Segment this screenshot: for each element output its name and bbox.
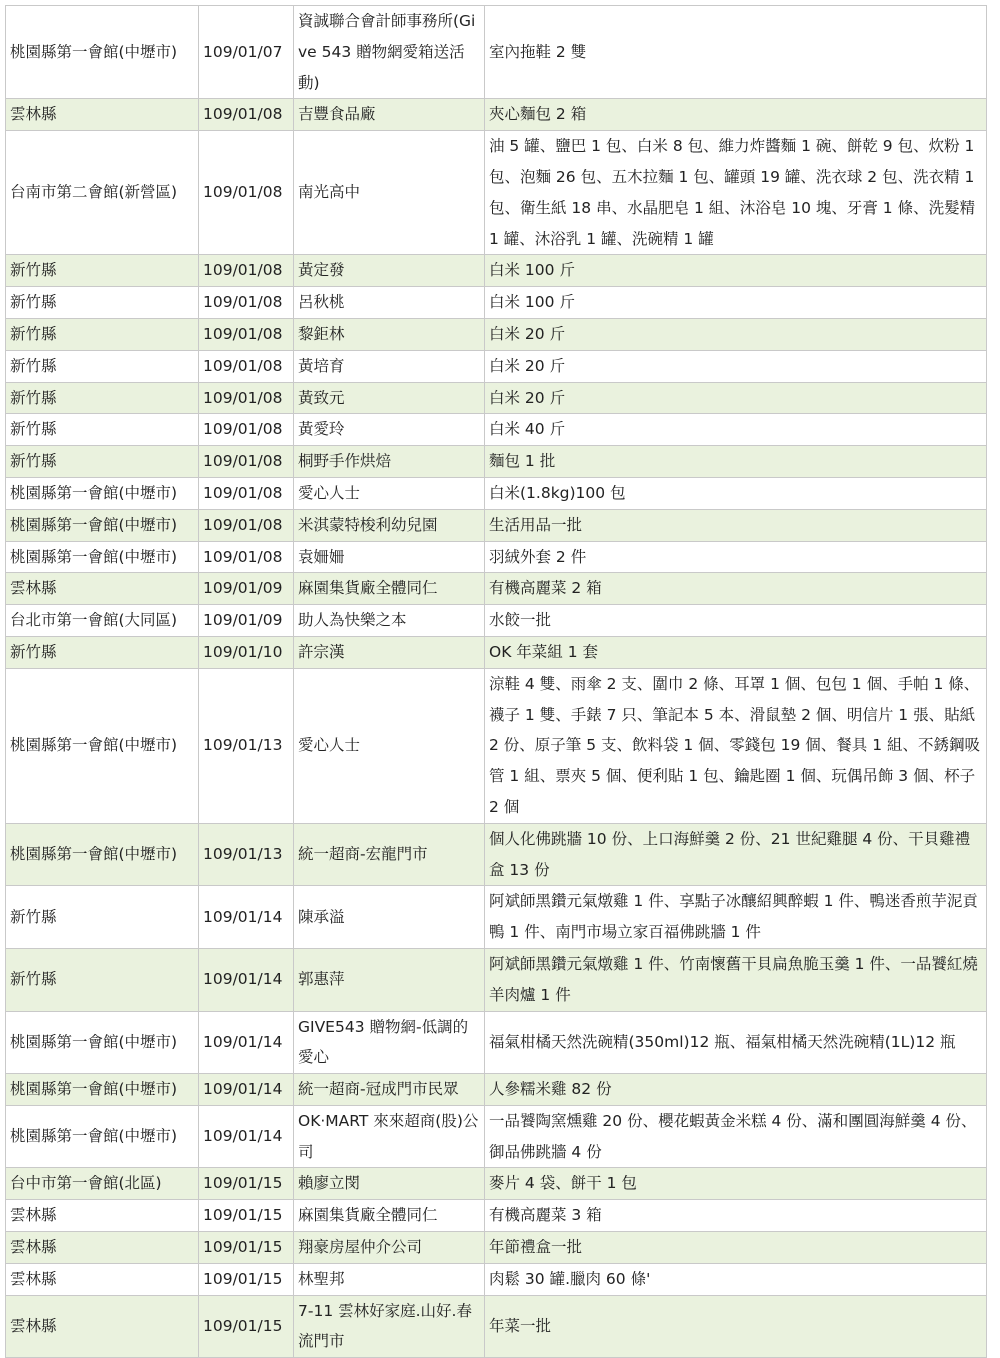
- items-cell: 個人化佛跳牆 10 份、上口海鮮羹 2 份、21 世紀雞腿 4 份、干貝雞禮盒 13 份: [485, 823, 987, 886]
- items-cell: 白米 100 斤: [485, 255, 987, 287]
- items-cell: 油 5 罐、鹽巴 1 包、白米 8 包、維力炸醬麵 1 碗、餅乾 9 包、炊粉 1 包、泡麵 26 包、五木拉麵 1 包、罐頭 19 罐、洗衣球 2 包、洗衣精 1 包、衛生紙 18 串、水晶肥皂 1 組、沐浴皂 10 塊、牙膏 1 條、洗髮精 1 罐、沐浴乳 1 罐、洗碗精 1 罐: [485, 131, 987, 255]
- table-row: [6, 414, 987, 446]
- table-row: [6, 1011, 987, 1074]
- date-cell: 109/01/13: [199, 823, 294, 886]
- date-cell: 109/01/08: [199, 131, 294, 255]
- date-cell: 109/01/15: [199, 1232, 294, 1264]
- date-cell: 109/01/14: [199, 886, 294, 949]
- items-cell: 生活用品一批: [485, 509, 987, 541]
- donor-cell: 7-11 雲林好家庭.山好.春流門市: [294, 1295, 485, 1358]
- table-row: [6, 131, 987, 255]
- donor-cell: 吉豐食品廠: [294, 99, 485, 131]
- donor-cell: 愛心人士: [294, 668, 485, 823]
- items-cell: 羽絨外套 2 件: [485, 541, 987, 573]
- branch-cell: 台南市第二會館(新營區): [6, 131, 199, 255]
- items-cell: 肉鬆 30 罐.臘肉 60 條': [485, 1263, 987, 1295]
- date-cell: 109/01/08: [199, 99, 294, 131]
- table-row: [6, 605, 987, 637]
- donor-cell: 南光高中: [294, 131, 485, 255]
- table-row: [6, 6, 987, 99]
- donor-cell: 翔豪房屋仲介公司: [294, 1232, 485, 1264]
- branch-cell: 桃園縣第一會館(中壢市): [6, 509, 199, 541]
- date-cell: 109/01/08: [199, 446, 294, 478]
- items-cell: 阿斌師黑鑽元氣燉雞 1 件、享點子冰釀紹興醉蝦 1 件、鴨迷香煎芋泥貢鴨 1 件、南門市場立家百福佛跳牆 1 件: [485, 886, 987, 949]
- date-cell: 109/01/15: [199, 1263, 294, 1295]
- date-cell: 109/01/08: [199, 541, 294, 573]
- donor-cell: 陳承溢: [294, 886, 485, 949]
- branch-cell: 雲林縣: [6, 1295, 199, 1358]
- donor-cell: 袁姍姍: [294, 541, 485, 573]
- date-cell: 109/01/14: [199, 1105, 294, 1168]
- donor-cell: 桐野手作烘焙: [294, 446, 485, 478]
- date-cell: 109/01/08: [199, 255, 294, 287]
- branch-cell: 新竹縣: [6, 350, 199, 382]
- branch-cell: 新竹縣: [6, 446, 199, 478]
- branch-cell: 桃園縣第一會館(中壢市): [6, 823, 199, 886]
- date-cell: 109/01/07: [199, 6, 294, 99]
- items-cell: 涼鞋 4 雙、雨傘 2 支、圍巾 2 條、耳罩 1 個、包包 1 個、手帕 1 條、襪子 1 雙、手錶 7 只、筆記本 5 本、滑鼠墊 2 個、明信片 1 張、貼紙 2 份、原子筆 5 支、飲料袋 1 個、零錢包 19 個、餐具 1 組、不銹鋼吸管 1 組、票夾 5 個、便利貼 1 包、鑰匙圈 1 個、玩偶吊飾 3 個、杯子 2 個: [485, 668, 987, 823]
- donor-cell: 助人為快樂之本: [294, 605, 485, 637]
- date-cell: 109/01/10: [199, 636, 294, 668]
- date-cell: 109/01/09: [199, 605, 294, 637]
- branch-cell: 桃園縣第一會館(中壢市): [6, 1011, 199, 1074]
- table-row: [6, 446, 987, 478]
- branch-cell: 桃園縣第一會館(中壢市): [6, 668, 199, 823]
- table-row: [6, 1295, 987, 1358]
- table-row: [6, 477, 987, 509]
- table-row: [6, 1263, 987, 1295]
- donor-cell: 黎鉅林: [294, 318, 485, 350]
- branch-cell: 新竹縣: [6, 636, 199, 668]
- items-cell: 夾心麵包 2 箱: [485, 99, 987, 131]
- donor-cell: 呂秋桃: [294, 287, 485, 319]
- branch-cell: 桃園縣第一會館(中壢市): [6, 1105, 199, 1168]
- items-cell: 白米 40 斤: [485, 414, 987, 446]
- donor-cell: 郭惠萍: [294, 948, 485, 1011]
- branch-cell: 雲林縣: [6, 573, 199, 605]
- donor-cell: 黃愛玲: [294, 414, 485, 446]
- items-cell: 白米 20 斤: [485, 318, 987, 350]
- donation-table: [5, 5, 987, 1358]
- table-row: [6, 573, 987, 605]
- items-cell: 人參糯米雞 82 份: [485, 1074, 987, 1106]
- items-cell: 室內拖鞋 2 雙: [485, 6, 987, 99]
- items-cell: 一品饕陶窯燻雞 20 份、櫻花蝦黃金米糕 4 份、滿和團圓海鮮羹 4 份、御品佛跳牆 4 份: [485, 1105, 987, 1168]
- table-row: [6, 1074, 987, 1106]
- donor-cell: 資誠聯合會計師事務所(Give 543 贈物網愛箱送活動): [294, 6, 485, 99]
- branch-cell: 雲林縣: [6, 1263, 199, 1295]
- table-row: [6, 541, 987, 573]
- items-cell: 麥片 4 袋、餅干 1 包: [485, 1168, 987, 1200]
- donor-cell: 賴廖立閔: [294, 1168, 485, 1200]
- table-row: [6, 318, 987, 350]
- date-cell: 109/01/14: [199, 1011, 294, 1074]
- donor-cell: OK·MART 來來超商(股)公司: [294, 1105, 485, 1168]
- table-row: [6, 668, 987, 823]
- donor-cell: 麻園集貨廠全體同仁: [294, 1200, 485, 1232]
- donor-cell: 統一超商-宏龍門市: [294, 823, 485, 886]
- table-row: [6, 350, 987, 382]
- date-cell: 109/01/09: [199, 573, 294, 605]
- table-row: [6, 1105, 987, 1168]
- donor-cell: 愛心人士: [294, 477, 485, 509]
- donor-cell: GIVE543 贈物網-低調的愛心: [294, 1011, 485, 1074]
- branch-cell: 桃園縣第一會館(中壢市): [6, 541, 199, 573]
- date-cell: 109/01/14: [199, 948, 294, 1011]
- date-cell: 109/01/13: [199, 668, 294, 823]
- branch-cell: 新竹縣: [6, 287, 199, 319]
- donor-cell: 許宗漢: [294, 636, 485, 668]
- table-row: [6, 886, 987, 949]
- table-row: [6, 287, 987, 319]
- date-cell: 109/01/08: [199, 287, 294, 319]
- table-row: [6, 382, 987, 414]
- date-cell: 109/01/08: [199, 509, 294, 541]
- branch-cell: 新竹縣: [6, 255, 199, 287]
- donor-cell: 麻園集貨廠全體同仁: [294, 573, 485, 605]
- items-cell: 年菜一批: [485, 1295, 987, 1358]
- items-cell: 白米 100 斤: [485, 287, 987, 319]
- date-cell: 109/01/14: [199, 1074, 294, 1106]
- branch-cell: 台中市第一會館(北區): [6, 1168, 199, 1200]
- items-cell: 福氣柑橘天然洗碗精(350ml)12 瓶、福氣柑橘天然洗碗精(1L)12 瓶: [485, 1011, 987, 1074]
- date-cell: 109/01/08: [199, 477, 294, 509]
- items-cell: 麵包 1 批: [485, 446, 987, 478]
- branch-cell: 新竹縣: [6, 382, 199, 414]
- table-row: [6, 255, 987, 287]
- table-row: [6, 636, 987, 668]
- table-row: [6, 509, 987, 541]
- branch-cell: 雲林縣: [6, 1200, 199, 1232]
- items-cell: 白米 20 斤: [485, 350, 987, 382]
- items-cell: 阿斌師黑鑽元氣燉雞 1 件、竹南懷舊干貝扁魚脆玉羹 1 件、一品饕紅燒羊肉爐 1 件: [485, 948, 987, 1011]
- branch-cell: 雲林縣: [6, 1232, 199, 1264]
- date-cell: 109/01/08: [199, 350, 294, 382]
- donor-cell: 黃定發: [294, 255, 485, 287]
- donation-table-body: [6, 6, 987, 1358]
- branch-cell: 雲林縣: [6, 99, 199, 131]
- items-cell: 水餃一批: [485, 605, 987, 637]
- donor-cell: 統一超商-冠成門市民眾: [294, 1074, 485, 1106]
- date-cell: 109/01/15: [199, 1168, 294, 1200]
- date-cell: 109/01/08: [199, 414, 294, 446]
- date-cell: 109/01/08: [199, 318, 294, 350]
- branch-cell: 桃園縣第一會館(中壢市): [6, 6, 199, 99]
- table-row: [6, 1232, 987, 1264]
- branch-cell: 台北市第一會館(大同區): [6, 605, 199, 637]
- table-row: [6, 948, 987, 1011]
- donor-cell: 黃致元: [294, 382, 485, 414]
- branch-cell: 新竹縣: [6, 948, 199, 1011]
- donor-cell: 米淇蒙特梭利幼兒園: [294, 509, 485, 541]
- branch-cell: 新竹縣: [6, 886, 199, 949]
- branch-cell: 新竹縣: [6, 414, 199, 446]
- branch-cell: 桃園縣第一會館(中壢市): [6, 477, 199, 509]
- items-cell: 有機高麗菜 2 箱: [485, 573, 987, 605]
- branch-cell: 桃園縣第一會館(中壢市): [6, 1074, 199, 1106]
- branch-cell: 新竹縣: [6, 318, 199, 350]
- table-row: [6, 99, 987, 131]
- table-row: [6, 1200, 987, 1232]
- table-row: [6, 1168, 987, 1200]
- items-cell: 年節禮盒一批: [485, 1232, 987, 1264]
- items-cell: 有機高麗菜 3 箱: [485, 1200, 987, 1232]
- date-cell: 109/01/08: [199, 382, 294, 414]
- donor-cell: 黃培育: [294, 350, 485, 382]
- items-cell: 白米 20 斤: [485, 382, 987, 414]
- items-cell: OK 年菜組 1 套: [485, 636, 987, 668]
- table-row: [6, 823, 987, 886]
- date-cell: 109/01/15: [199, 1200, 294, 1232]
- items-cell: 白米(1.8kg)100 包: [485, 477, 987, 509]
- donor-cell: 林聖邦: [294, 1263, 485, 1295]
- date-cell: 109/01/15: [199, 1295, 294, 1358]
